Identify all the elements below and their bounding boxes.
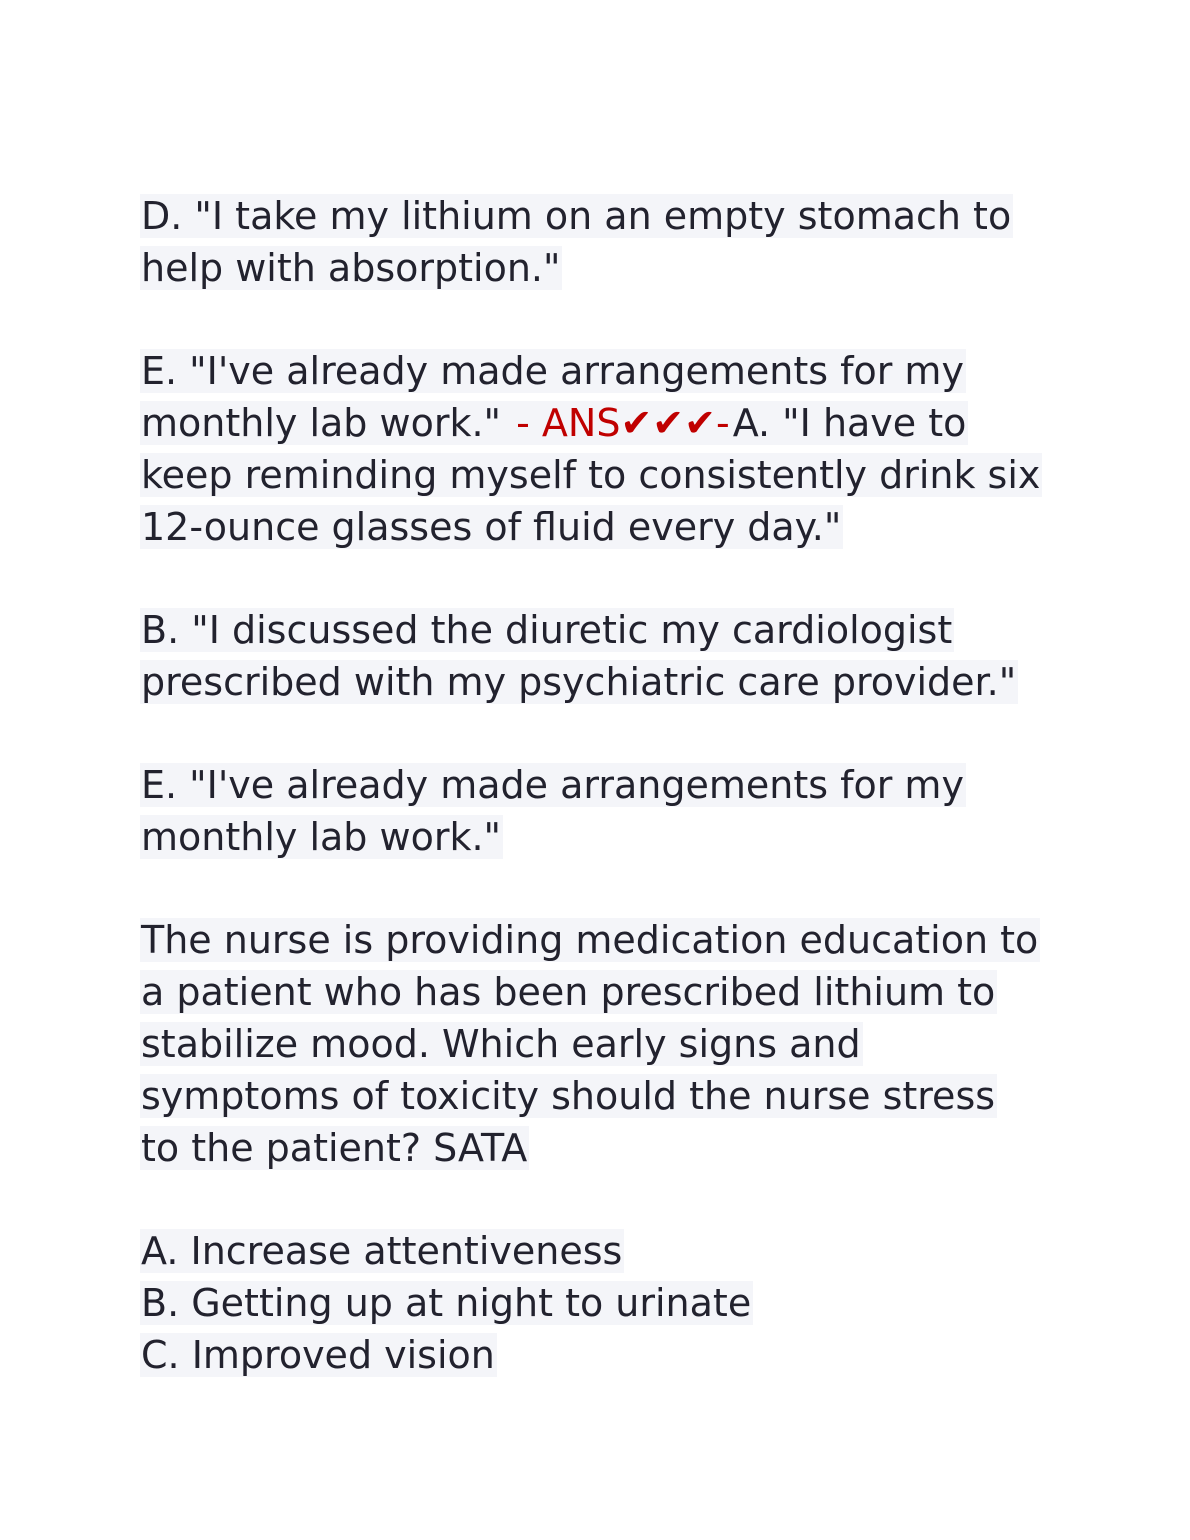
text-line: prescribed with my psychiatric care provider." [141,660,1017,704]
list-item: C. Improved vision [141,1333,495,1377]
text-line: keep reminding myself to consistently drink six [141,453,1041,497]
text-line: The nurse is providing medication education to [141,918,1039,962]
text-line: 12-ounce glasses of fluid every day." [141,505,842,549]
text-line: symptoms of toxicity should the nurse stress [141,1074,996,1118]
text-line: a patient who has been prescribed lithium to [141,970,996,1014]
text-line: D. "I take my lithium on an empty stomach to [141,194,1012,238]
text-line: monthly lab work." [141,815,502,859]
text-line: to the patient? SATA [141,1126,528,1170]
options-list [140,1225,1070,1381]
list-item: B. Getting up at night to urinate [141,1281,752,1325]
option-d-paragraph [140,190,1070,294]
text-line: stabilize mood. Which early signs and [141,1022,861,1066]
answer-paragraph [140,345,1070,553]
text-line: help with absorption." [141,246,561,290]
question-paragraph [140,914,1070,1174]
answer-marker: - ANS✔✔✔- [516,401,730,445]
text-segment: A. "I have to [732,401,967,445]
text-line: E. "I've already made arrangements for my [141,349,964,393]
option-e-paragraph [140,759,1070,863]
answer-line [140,397,1070,449]
document-page [140,190,1070,1432]
text-line: E. "I've already made arrangements for my [141,763,964,807]
option-b-paragraph [140,604,1070,708]
text-segment: monthly lab work." [141,401,514,445]
list-item: A. Increase attentiveness [141,1229,623,1273]
text-line: B. "I discussed the diuretic my cardiologist [141,608,953,652]
